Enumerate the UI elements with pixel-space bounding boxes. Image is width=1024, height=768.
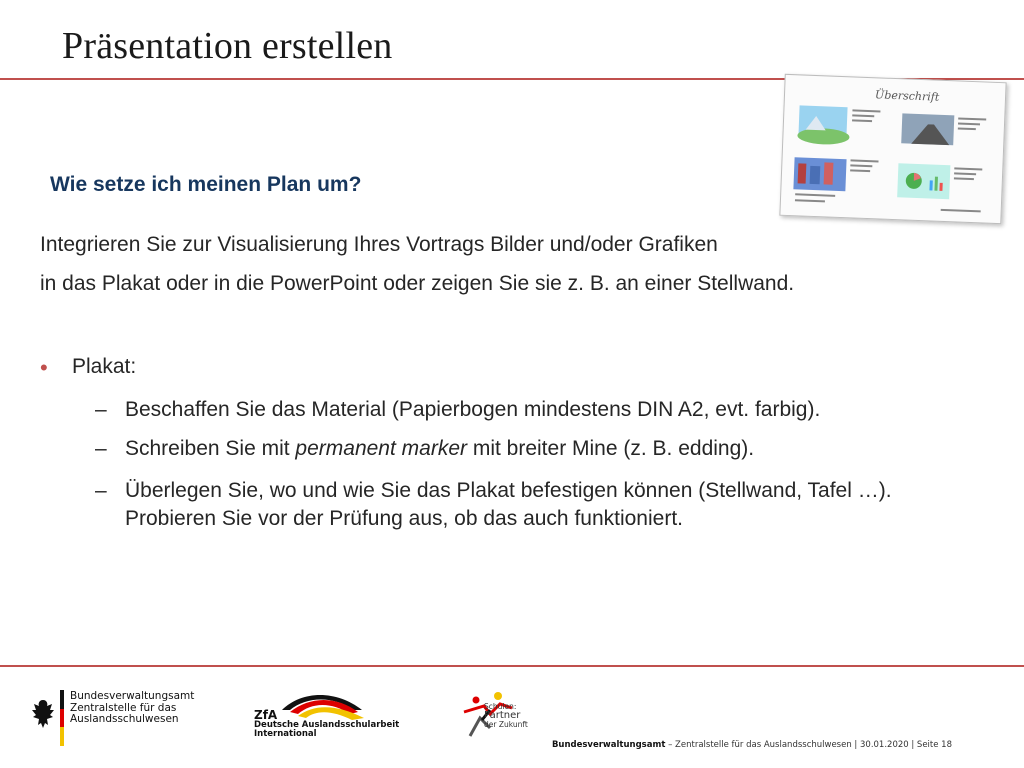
zfa-line: Deutsche Auslandsschularbeit xyxy=(254,720,400,730)
subitem-befestigen xyxy=(95,477,975,537)
zfa-line: ZfA xyxy=(254,708,278,722)
intro-line-2: in das Plakat oder in die PowerPoint oder zeigen Sie sie z. B. an einer Stellwand. xyxy=(40,272,795,295)
pasch-logo-text xyxy=(484,703,528,729)
bullet-marker: • xyxy=(40,355,48,380)
pasch-line: Partner xyxy=(484,710,521,721)
subitem-text-before: Schreiben Sie mit xyxy=(125,437,296,460)
bullet-label: Plakat: xyxy=(72,355,137,378)
pasch-line: Schulen: xyxy=(484,702,517,711)
subitem-text xyxy=(125,435,975,463)
bva-line: Bundesverwaltungsamt xyxy=(70,690,195,702)
footer-org-info xyxy=(552,740,952,750)
intro-line-1: Integrieren Sie zur Visualisierung Ihres Vortrags Bilder und/oder Grafiken xyxy=(40,233,718,256)
dash-marker: – xyxy=(95,398,107,421)
dash-marker: – xyxy=(95,437,107,460)
pasch-line: der Zukunft xyxy=(484,720,528,729)
federal-eagle-icon xyxy=(30,690,56,746)
bva-line: Zentralstelle für das xyxy=(70,701,177,714)
footer-divider xyxy=(0,665,1024,667)
subitem-text-italic: permanent marker xyxy=(295,437,467,460)
slide-title: Präsentation erstellen xyxy=(62,25,393,67)
bva-line: Auslandsschulwesen xyxy=(70,713,179,725)
subitem-text: Überlegen Sie, wo und wie Sie das Plakat befestigen können (Stellwand, Tafel …). Probieren Sie vor der Prüfung aus, ob das auch funktioniert. xyxy=(125,479,892,530)
bva-logo-text xyxy=(70,691,194,726)
dash-marker: – xyxy=(95,479,107,502)
footer-org-rest: – Zentralstelle für das Auslandsschulwesen | 30.01.2020 | Seite 18 xyxy=(665,740,952,750)
zfa-logo-text xyxy=(254,709,399,739)
footer-org-bold: Bundesverwaltungsamt xyxy=(551,740,666,750)
poster-thumbnail xyxy=(779,74,1006,224)
section-subtitle: Wie setze ich meinen Plan um? xyxy=(50,173,362,196)
flag-bar xyxy=(60,690,64,746)
subitem-text-after: mit breiter Mine (z. B. edding). xyxy=(467,437,755,460)
poster-thumbnail-title: Überschrift xyxy=(874,88,940,104)
zfa-line: International xyxy=(254,729,317,739)
subitem-text: Beschaffen Sie das Material (Papierbogen mindestens DIN A2, evt. farbig). xyxy=(125,398,821,421)
